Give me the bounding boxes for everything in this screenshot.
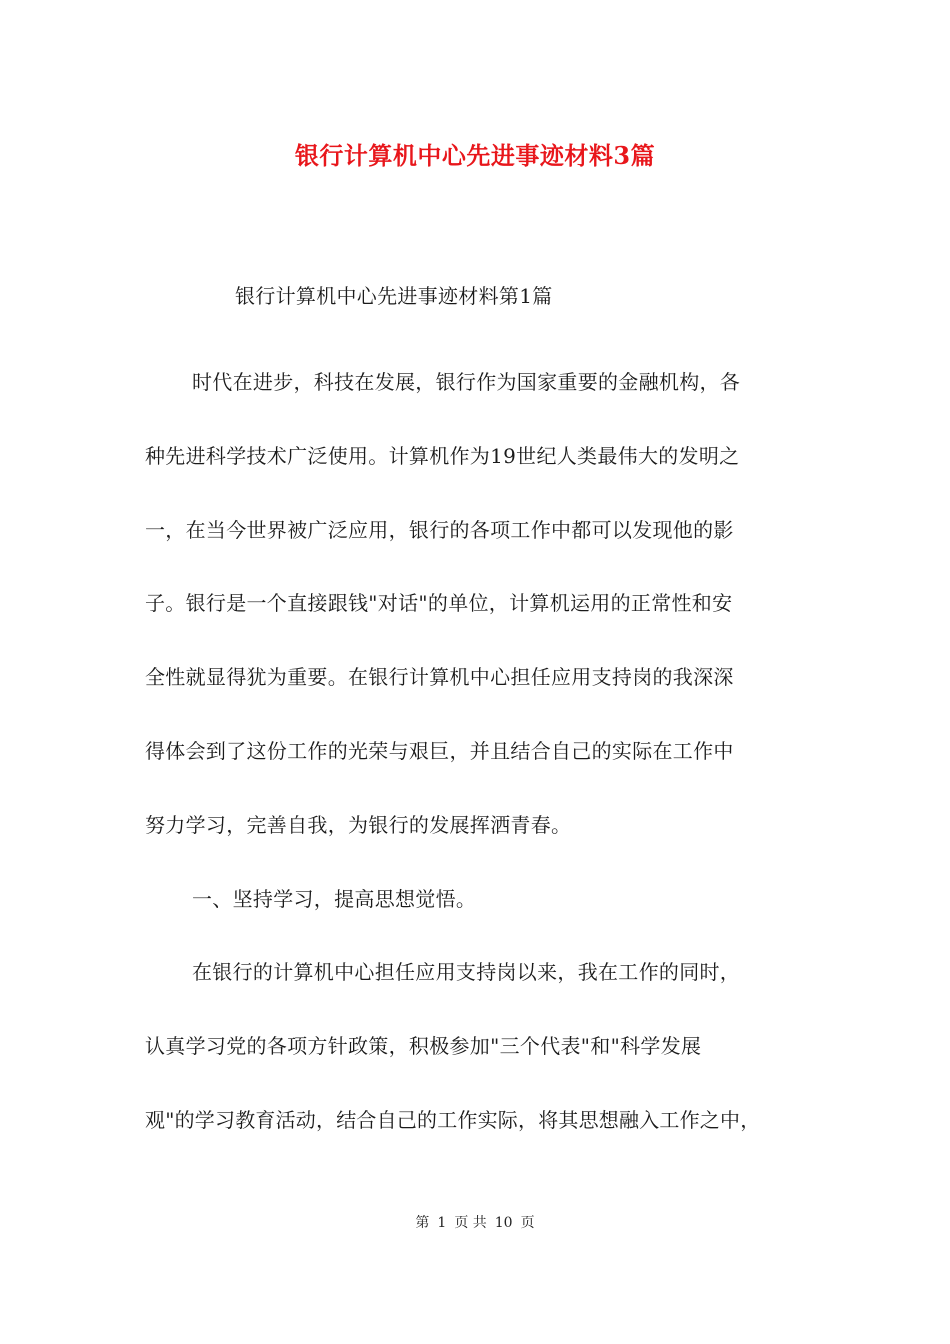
document-title: 银行计算机中心先进事迹材料3篇 xyxy=(294,141,656,170)
document-body xyxy=(145,346,810,1158)
footer-total-pages: 10 xyxy=(494,1215,513,1231)
paragraph-line: 在银行的计算机中心担任应用支持岗以来，我在工作的同时， xyxy=(192,960,741,985)
footer-prefix: 第 xyxy=(415,1215,430,1231)
paragraph-line: 种先进科学技术广泛使用。计算机作为19世纪人类最伟大的发明之 xyxy=(145,443,740,468)
paragraph-line: 时代在进步，科技在发展，银行作为国家重要的金融机构，各 xyxy=(192,370,741,394)
paragraph-line: 得体会到了这份工作的光荣与艰巨，并且结合自己的实际在工作中 xyxy=(145,738,734,763)
paragraph-line: 全性就显得犹为重要。在银行计算机中心担任应用支持岗的我深深 xyxy=(145,665,734,690)
footer-suffix: 页 xyxy=(520,1215,535,1231)
paragraph-line: 子。银行是一个直接跟钱"对话"的单位，计算机运用的正常性和安 xyxy=(145,591,733,616)
section-heading: 银行计算机中心先进事迹材料第1篇 xyxy=(235,284,553,308)
paragraph-line: 努力学习，完善自我，为银行的发展挥洒青春。 xyxy=(145,812,572,837)
page-footer xyxy=(0,1212,950,1232)
subheading: 一、坚持学习，提高思想觉悟。 xyxy=(192,886,477,911)
footer-middle: 页 共 xyxy=(454,1215,487,1231)
paragraph-line: 认真学习党的各项方针政策，积极参加"三个代表"和"科学发展 xyxy=(145,1034,702,1059)
paragraph-line: 一，在当今世界被广泛应用，银行的各项工作中都可以发现他的影 xyxy=(145,517,734,542)
footer-current-page: 1 xyxy=(437,1215,447,1231)
paragraph-line: 观"的学习教育活动，结合自己的工作实际，将其思想融入工作之中， xyxy=(145,1107,761,1132)
